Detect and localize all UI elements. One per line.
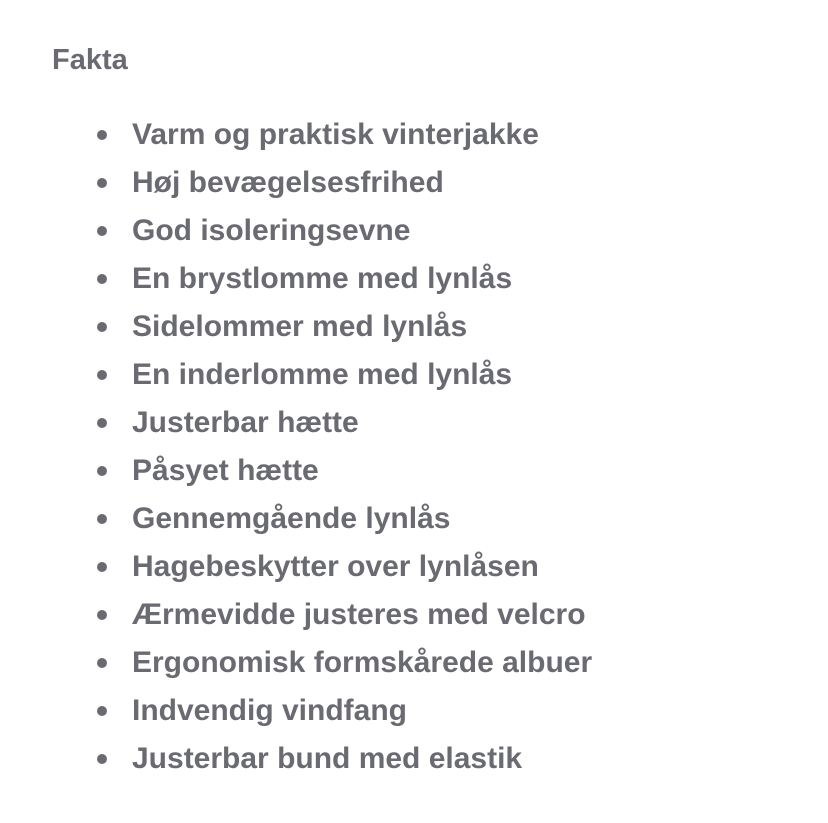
list-item	[0, 591, 592, 639]
list-item-label: Indvendig vindfang	[132, 694, 407, 727]
list-item-label: Påsyet hætte	[132, 454, 319, 487]
list-item-label: Hagebeskytter over lynlåsen	[132, 550, 539, 583]
list-item	[0, 159, 592, 207]
list-item	[0, 111, 592, 159]
bullet-icon	[97, 754, 107, 764]
bullet-icon	[97, 370, 107, 380]
list-item-label: En inderlomme med lynlås	[132, 358, 513, 391]
list-item	[0, 447, 592, 495]
list-item	[0, 399, 592, 447]
bullet-icon	[97, 466, 107, 476]
list-item	[0, 351, 592, 399]
list-item	[0, 735, 592, 783]
list-item	[0, 543, 592, 591]
list-item	[0, 303, 592, 351]
bullet-icon	[97, 514, 107, 524]
bullet-icon	[97, 706, 107, 716]
bullet-icon	[97, 610, 107, 620]
bullet-icon	[97, 130, 107, 140]
bullet-icon	[97, 658, 107, 668]
list-item	[0, 495, 592, 543]
list-item-label: Varm og praktisk vinterjakke	[132, 118, 539, 151]
facts-list	[0, 111, 592, 783]
list-item	[0, 255, 592, 303]
bullet-icon	[97, 226, 107, 236]
list-item-label: Ærmevidde justeres med velcro	[132, 598, 586, 631]
bullet-icon	[97, 178, 107, 188]
list-item-label: Høj bevægelsesfrihed	[132, 166, 444, 199]
list-item-label: Ergonomisk formskårede albuer	[132, 646, 593, 679]
list-item-label: Gennemgående lynlås	[132, 502, 451, 535]
list-item	[0, 687, 592, 735]
list-item-label: God isoleringsevne	[132, 214, 411, 247]
bullet-icon	[97, 562, 107, 572]
list-item-label: En brystlomme med lynlås	[132, 262, 513, 295]
bullet-icon	[97, 322, 107, 332]
list-item-label: Justerbar hætte	[132, 406, 359, 439]
list-item-label: Sidelommer med lynlås	[132, 310, 468, 343]
bullet-icon	[97, 418, 107, 428]
list-item	[0, 207, 592, 255]
section-heading: Fakta	[52, 44, 128, 76]
list-item-label: Justerbar bund med elastik	[132, 742, 523, 775]
bullet-icon	[97, 274, 107, 284]
list-item	[0, 639, 592, 687]
